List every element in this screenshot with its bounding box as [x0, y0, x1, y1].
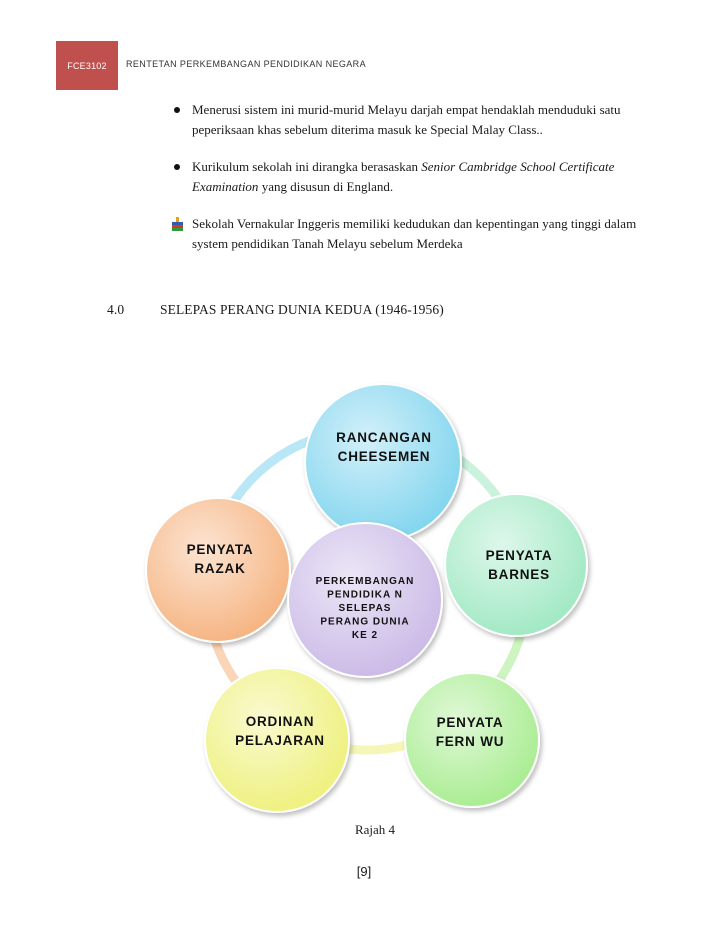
bullet-text: Menerusi sistem ini murid-murid Melayu darjah empat hendaklah menduduki satu peperiksaan khas sebelum diterima masuk ke Special Malay Class.. — [192, 102, 621, 137]
bullet-text-italic: Senior Cambridge School Certificate Examination — [192, 159, 615, 194]
bullet-text: Sekolah Vernakular Inggeris memiliki kedudukan dan kepentingan yang tinggi dalam system pendidikan Tanah Melayu sebelum Merdeka — [192, 216, 637, 251]
cycle-node — [445, 494, 587, 636]
node-label-line: SELEPAS — [338, 603, 392, 614]
cycle-node — [205, 668, 349, 812]
node-label-line: PERANG DUNIA — [320, 616, 410, 628]
section-number: 4.0 — [107, 302, 125, 317]
node-label-line: FERN WU — [435, 734, 505, 749]
cycle-node — [146, 498, 290, 642]
node-label-line: KE 2 — [351, 630, 379, 641]
cycle-node — [405, 673, 539, 807]
node-label-line: PENYATA — [485, 548, 553, 563]
node-label-line: PENYATA — [186, 542, 254, 557]
bullet-text-end: yang disusun di England. — [258, 179, 394, 194]
node-label-line: RAZAK — [194, 561, 246, 576]
node-label-line: PENDIDIKA N — [327, 589, 403, 601]
node-label-line: RANCANGAN — [336, 430, 432, 445]
page-number: [9] — [356, 864, 372, 879]
node-label-line: ORDINAN — [245, 714, 315, 729]
node-label-line: CHEESEMEN — [337, 449, 431, 464]
bullet-text-start: Kurikulum sekolah ini dirangka berasaskan — [192, 159, 422, 174]
node-label-line: PELAJARAN — [235, 733, 325, 748]
node-label-line: BARNES — [488, 567, 550, 582]
cycle-node — [305, 384, 461, 540]
header-title: RENTETAN PERKEMBANGAN PENDIDIKAN NEGARA — [126, 59, 366, 69]
figure-caption: Rajah 4 — [354, 822, 396, 837]
node-label-line: PERKEMBANGAN — [315, 576, 415, 587]
course-code: FCE3102 — [67, 60, 107, 71]
node-label-line: PENYATA — [436, 715, 504, 730]
node-circle — [445, 494, 587, 636]
section-title: SELEPAS PERANG DUNIA KEDUA (1946-1956) — [160, 302, 444, 317]
